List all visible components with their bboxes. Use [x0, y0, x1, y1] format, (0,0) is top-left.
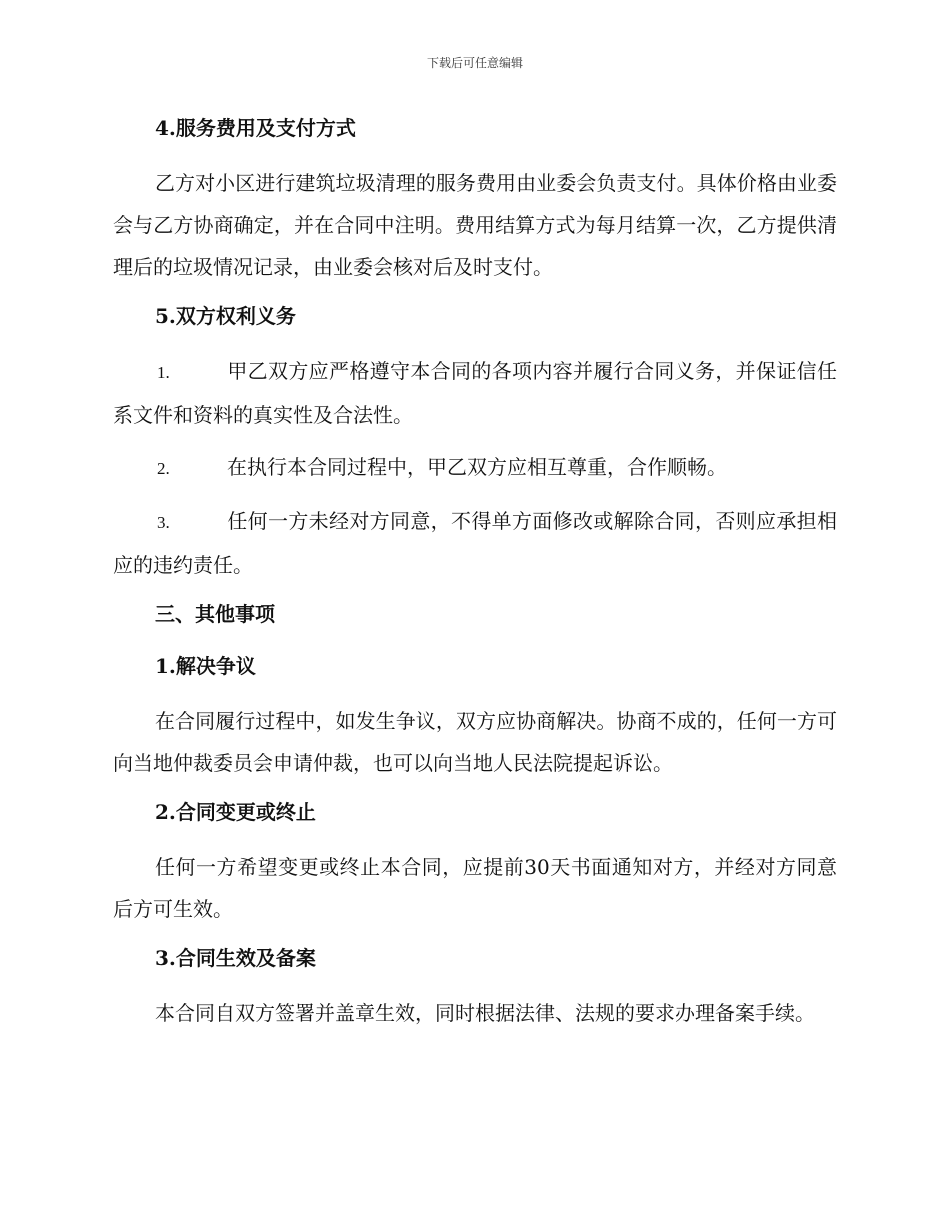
list-item — [113, 446, 837, 490]
paragraph-dispute: 在合同履行过程中，如发生争议，双方应协商解决。协商不成的，任何一方可向当地仲裁委员会申请仲裁，也可以向当地人民法院提起诉讼。 — [113, 709, 837, 775]
list-item-text: 任何一方未经对方同意，不得单方面修改或解除合同，否则应承担相应的违约责任。 — [113, 509, 837, 577]
list-item-text: 甲乙双方应严格遵守本合同的各项内容并履行合同义务，并保证信任系文件和资料的真实性及合法性。 — [113, 359, 837, 427]
list-item-text: 在执行本合同过程中，甲乙双方应相互尊重，合作顺畅。 — [227, 455, 727, 479]
section-heading-change: 2.合同变更或终止 — [155, 800, 316, 824]
paragraph-change: 任何一方希望变更或终止本合同，应提前30天书面通知对方，并经对方同意后方可生效。 — [113, 855, 837, 921]
paragraph-effect: 本合同自双方签署并盖章生效，同时根据法律、法规的要求办理备案手续。 — [155, 1001, 815, 1025]
list-item-number: 3. — [157, 513, 170, 532]
section-title-other: 三、其他事项 — [155, 602, 275, 626]
list-item — [113, 500, 837, 586]
list-item-number: 1. — [157, 363, 170, 382]
section-heading-payment: 4.服务费用及支付方式 — [155, 116, 356, 140]
section-heading-rights: 5.双方权利义务 — [155, 304, 296, 328]
section-heading-dispute: 1.解决争议 — [155, 654, 256, 678]
section-heading-effect: 3.合同生效及备案 — [155, 946, 316, 970]
page-header: 下载后可任意编辑 — [426, 56, 523, 70]
paragraph-payment: 乙方对小区进行建筑垃圾清理的服务费用由业委会负责支付。具体价格由业委会与乙方协商确定，并在合同中注明。费用结算方式为每月结算一次，乙方提供清理后的垃圾情况记录，由业委会核对后及时支付。 — [113, 171, 837, 279]
list-item — [113, 350, 837, 436]
document-body — [113, 110, 837, 1044]
list-item-number: 2. — [157, 459, 170, 478]
